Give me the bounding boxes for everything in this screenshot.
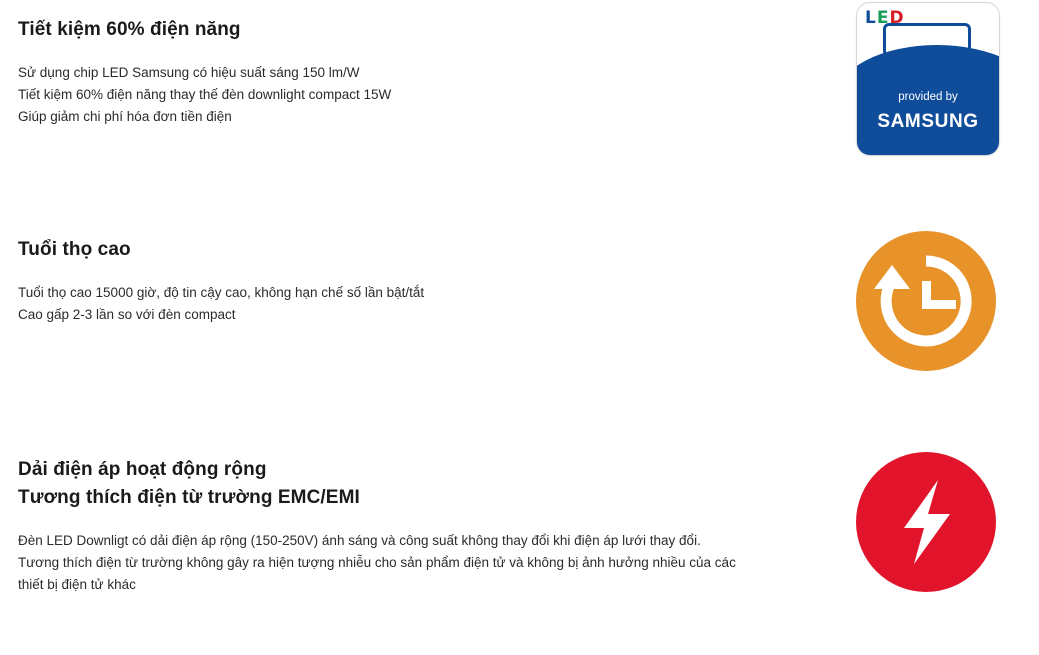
badge-brand-label: SAMSUNG (877, 111, 979, 132)
led-outline-shape (883, 23, 971, 57)
clock-circle (856, 231, 996, 371)
feature-body (18, 62, 758, 128)
feature-body (18, 530, 758, 596)
feature-title: Dải điện áp hoạt động rộng (18, 459, 267, 480)
feature-text-energy-saving (18, 16, 758, 128)
feature-block-energy-saving (0, 0, 1039, 215)
led-letter-e: E (876, 8, 890, 28)
led-letter-d: D (889, 8, 905, 28)
badge-provided-by-label: provided by (898, 91, 958, 103)
feature-body (18, 282, 758, 326)
samsung-badge (856, 2, 1000, 156)
feature-text-wide-voltage-emc (18, 456, 758, 596)
feature-block-long-lifetime (0, 215, 1039, 430)
feature-text-long-lifetime (18, 236, 758, 326)
feature-line: Tuổi thọ cao 15000 giờ, độ tin cậy cao, không hạn chế số lần bật/tắt (18, 285, 425, 300)
bolt-circle (856, 452, 996, 592)
samsung-led-badge-icon (856, 2, 1000, 156)
led-letter-l: L (865, 8, 877, 28)
feature-title: Tiết kiệm 60% điện năng (18, 19, 241, 40)
feature-line: Tương thích điện từ trường không gây ra hiện tượng nhiễu cho sản phẩm điện tử và không bị ảnh hưởng nhiều của các thiết bị điện tử khác (18, 555, 736, 592)
feature-line: Giúp giảm chi phí hóa đơn tiền điện (18, 109, 232, 124)
feature-line: Đèn LED Downligt có dải điện áp rộng (150-250V) ánh sáng và công suất không thay đổi khi điện áp lưới thay đổi. (18, 533, 701, 548)
feature-line: Sử dụng chip LED Samsung có hiệu suất sáng 150 lm/W (18, 65, 360, 80)
clock-arrow-icon (856, 231, 996, 371)
lightning-bolt-icon (856, 452, 996, 592)
led-letters (865, 10, 905, 27)
feature-title: Tuổi thọ cao (18, 239, 131, 260)
feature-line: Cao gấp 2-3 lần so với đèn compact (18, 307, 236, 322)
feature-line: Tiết kiệm 60% điện năng thay thế đèn downlight compact 15W (18, 87, 392, 102)
feature-title-secondary: Tương thích điện từ trường EMC/EMI (18, 487, 360, 508)
feature-block-wide-voltage-emc (0, 430, 1039, 655)
